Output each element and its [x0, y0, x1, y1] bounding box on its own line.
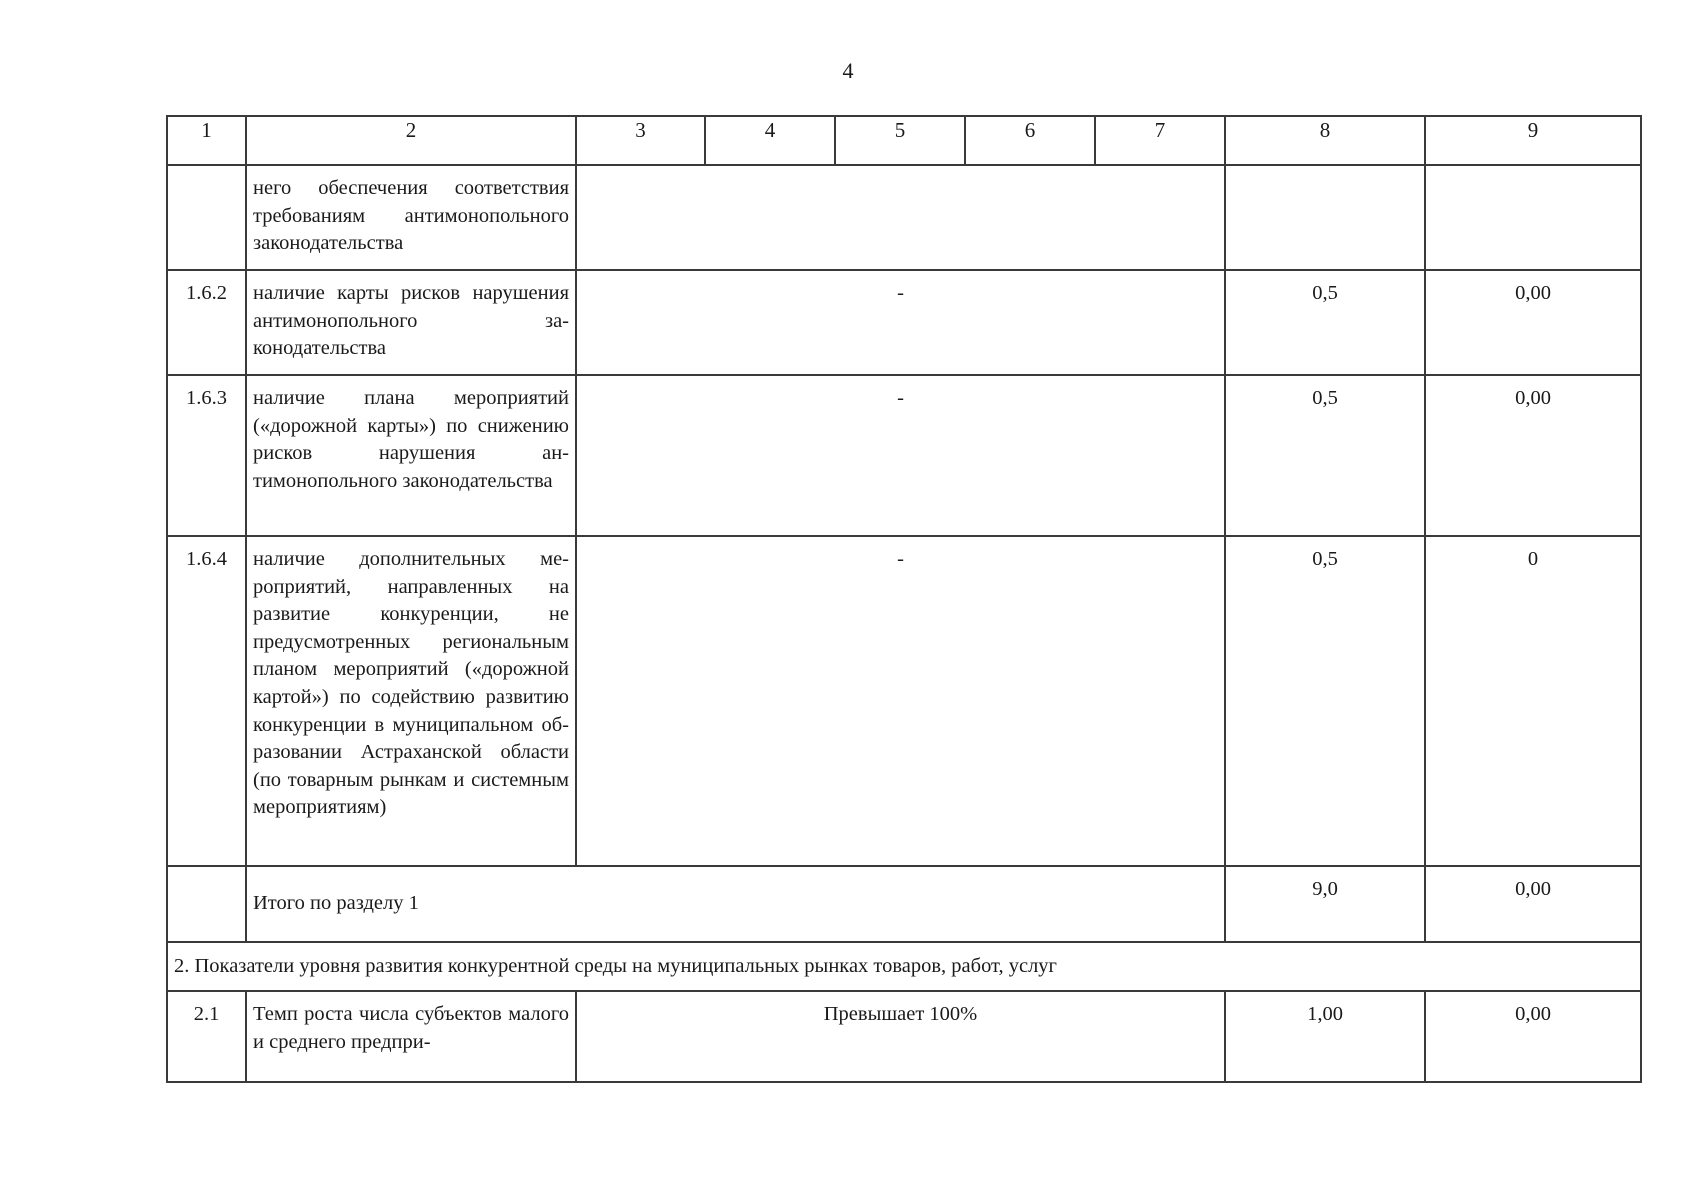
total-row: [167, 866, 1641, 942]
row-max-score: 0,5: [1225, 536, 1425, 866]
header-col-1: 1: [167, 116, 246, 165]
row-description: него обеспечения соответствия требованиям антимонопольного законодательства: [246, 165, 576, 270]
row-description: Темп роста числа субъектов малого и среднего предпри-: [246, 991, 576, 1082]
row-merged-value: -: [576, 536, 1225, 866]
page-number: 4: [842, 58, 854, 83]
row-merged-value: -: [576, 375, 1225, 536]
table-row: [167, 375, 1641, 536]
table-row: [167, 165, 1641, 270]
header-col-9: 9: [1425, 116, 1641, 165]
row-max-score: 0,5: [1225, 270, 1425, 375]
row-max-score: 0,5: [1225, 375, 1425, 536]
header-col-6: 6: [965, 116, 1095, 165]
row-score: 0,00: [1425, 991, 1641, 1082]
row-merged-value: [576, 165, 1225, 270]
header-col-3: 3: [576, 116, 705, 165]
table-row: [167, 270, 1641, 375]
total-max-score: 9,0: [1225, 866, 1425, 942]
indicators-table: [166, 115, 1642, 1083]
row-number: 1.6.4: [167, 536, 246, 866]
row-number: 1.6.2: [167, 270, 246, 375]
header-col-7: 7: [1095, 116, 1225, 165]
row-max-score: 1,00: [1225, 991, 1425, 1082]
header-row: [167, 116, 1641, 165]
row-number: 1.6.3: [167, 375, 246, 536]
header-col-8: 8: [1225, 116, 1425, 165]
header-col-2: 2: [246, 116, 576, 165]
row-score: 0,00: [1425, 375, 1641, 536]
row-max-score: [1225, 165, 1425, 270]
row-number: [167, 165, 246, 270]
row-merged-value: -: [576, 270, 1225, 375]
row-description: наличие дополнительных мероприятий, направленных на развитие конкуренции, не предусмотренных региональным планом мероприятий («дорожной картой») по содействию развитию конкуренции в муниципальном образовании Астраханской области (по товарным рынкам и системным мероприятиям): [246, 536, 576, 866]
row-merged-value: Превышает 100%: [576, 991, 1225, 1082]
header-col-5: 5: [835, 116, 965, 165]
row-description: наличие карты рисков нарушения антимонопольного законодательства: [246, 270, 576, 375]
section-2-title: 2. Показатели уровня развития конкурентной среды на муниципальных рынках товаров, работ, услуг: [167, 942, 1641, 991]
section-header-row: [167, 942, 1641, 991]
row-score: 0: [1425, 536, 1641, 866]
row-number: 2.1: [167, 991, 246, 1082]
table-row: [167, 991, 1641, 1082]
header-col-4: 4: [705, 116, 835, 165]
total-label: Итого по разделу 1: [246, 866, 1225, 942]
row-score: 0,00: [1425, 270, 1641, 375]
total-score: 0,00: [1425, 866, 1641, 942]
row-description: наличие плана мероприятий («дорожной карты») по снижению рисков нарушения антимонопольного законодательства: [246, 375, 576, 536]
total-row-number: [167, 866, 246, 942]
row-score: [1425, 165, 1641, 270]
table-row: [167, 536, 1641, 866]
